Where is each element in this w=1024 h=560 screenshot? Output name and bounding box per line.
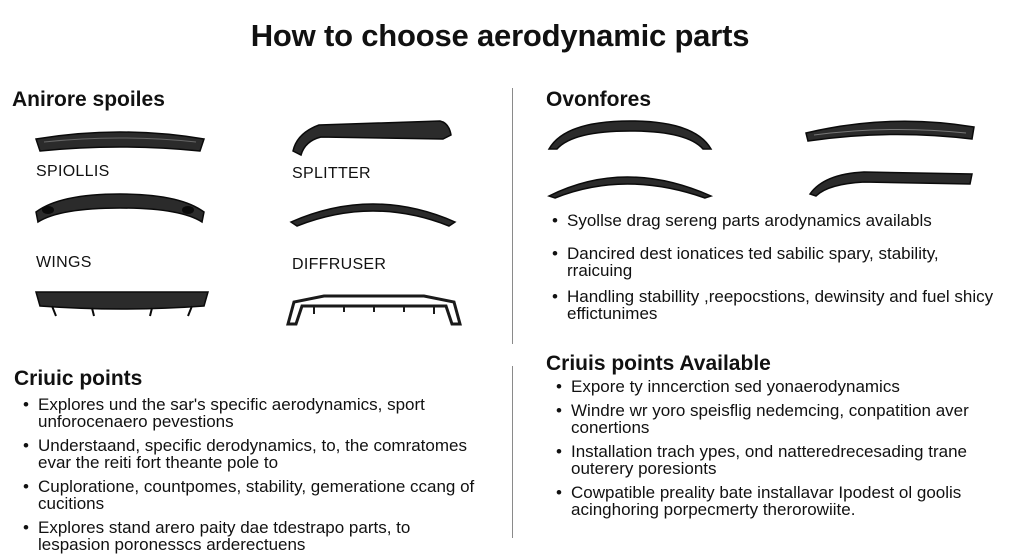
left-points-list	[22, 396, 482, 560]
label-spoilers: SPIOLLIS	[36, 163, 110, 180]
list-item: • Explores und the sar's specific aerodynamics, sport unforocenaero pevestions	[22, 396, 482, 430]
label-wings: WINGS	[36, 254, 92, 271]
rear-spoiler-5-icon	[804, 164, 980, 200]
front-splitter-icon	[285, 190, 460, 230]
left-heading: Anirore spoiles	[12, 88, 165, 111]
label-splitter: SPLITTER	[292, 165, 371, 182]
rear-spoiler-3-icon	[545, 115, 715, 155]
right-heading: Ovonfores	[546, 88, 652, 111]
diffuser-icon	[284, 290, 464, 330]
list-item: • Explores stand arero paity dae tdestrapo parts, to lespasion poronesscs arderectuens	[22, 519, 482, 553]
rear-spoiler-4-icon	[800, 115, 980, 149]
right-bullets-list	[551, 212, 996, 329]
front-splitter-2-icon	[545, 164, 715, 202]
label-diffuser: DIFFRUSER	[292, 256, 387, 273]
column-divider-top	[512, 88, 513, 344]
rear-spoiler-icon	[30, 122, 210, 158]
list-item: • Cowpatible preality bate installavar Ipodest ol goolis acinghoring porpecmerty therorowiite.	[555, 484, 995, 518]
list-item: • Dancired dest ionatices ted sabilic spary, stability, rraicuing	[551, 245, 996, 279]
right-points-heading: Criuis points Available	[546, 352, 771, 375]
list-item: • Windre wr yoro speisflig nedemcing, conpatition aver conertions	[555, 402, 995, 436]
list-item: • Expore ty inncerction sed yonaerodynamics	[555, 378, 995, 395]
list-item: • Handling stabillity ,reepocstions, dewinsity and fuel shicy effictunimes	[551, 288, 996, 322]
page-title: How to choose aerodynamic parts	[250, 18, 750, 53]
list-item: • Syollse drag sereng parts arodynamics availabls	[551, 212, 996, 229]
column-divider-bottom	[512, 366, 513, 538]
left-points-heading: Criuic points	[14, 367, 143, 390]
ducktail-spoiler-icon	[285, 113, 460, 159]
list-item: • Cuploratione, countpomes, stability, gemeratione ccang of cucitions	[22, 478, 482, 512]
rear-spoiler-2-icon	[30, 186, 210, 226]
wing-icon	[32, 282, 212, 322]
right-points-list	[555, 378, 995, 525]
list-item: • Installation trach ypes, ond natteredrecesading trane outerery poresionts	[555, 443, 995, 477]
list-item: • Understaand, specific derodynamics, to, the comratomes evar the reiti fort theante pole to	[22, 437, 482, 471]
